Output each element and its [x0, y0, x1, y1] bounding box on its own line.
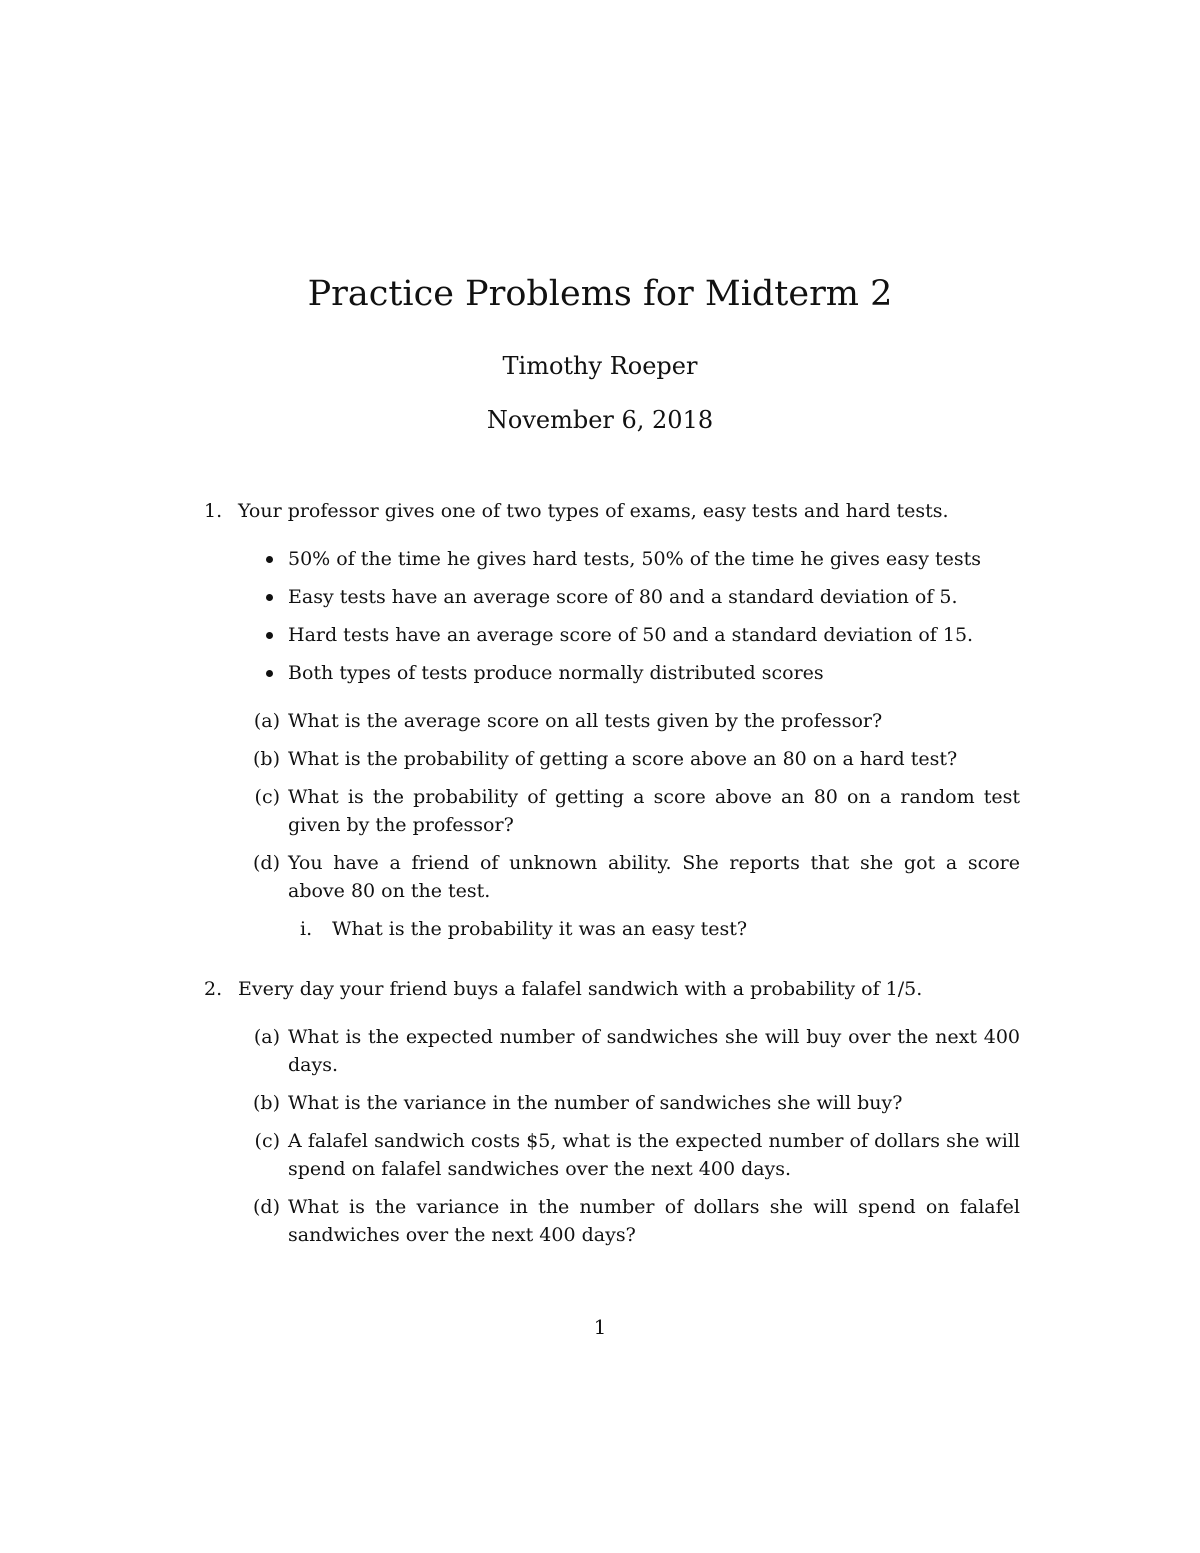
bullet-text: Hard tests have an average score of 50 and a standard deviation of 15.	[288, 624, 974, 646]
part-label: (c)	[254, 1130, 280, 1152]
bullet-item	[260, 545, 1034, 573]
problem-2	[204, 975, 1034, 1259]
bullet-dot-icon	[266, 632, 273, 639]
problem-1-text: Your professor gives one of two types of exams, easy tests and hard tests.	[238, 500, 949, 522]
document-date: November 6, 2018	[486, 406, 714, 434]
part-label: (b)	[253, 748, 280, 770]
subpart-label: i.	[300, 918, 313, 940]
problem-2-text: Every day your friend buys a falafel sandwich with a probability of 1/5.	[238, 978, 923, 1000]
problem-1-parts	[204, 707, 1034, 943]
problem-2-part-c	[204, 1127, 1034, 1183]
problem-2-part-d	[204, 1193, 1034, 1249]
part-label: (a)	[253, 710, 280, 732]
part-label: (a)	[253, 1026, 280, 1048]
problem-2-part-a	[204, 1023, 1034, 1079]
part-text: What is the probability of getting a score above an 80 on a hard test?	[288, 748, 958, 770]
part-text: What is the average score on all tests given by the professor?	[288, 710, 883, 732]
part-text: A falafel sandwich costs $5, what is the expected number of dollars she will spend on falafel sandwiches over the next 400 days.	[288, 1130, 1020, 1180]
bullet-dot-icon	[266, 594, 273, 601]
bullet-text: Both types of tests produce normally distributed scores	[288, 662, 824, 684]
problem-1	[204, 497, 1034, 943]
problem-2-statement	[204, 975, 1034, 1003]
bullet-dot-icon	[266, 670, 273, 677]
part-label: (d)	[253, 1196, 280, 1218]
bullet-dot-icon	[266, 556, 273, 563]
problem-1-statement	[204, 497, 1034, 525]
problem-1-part-b	[204, 745, 1034, 773]
bullet-item	[260, 621, 1034, 649]
document-title: Practice Problems for Midterm 2	[307, 274, 893, 314]
part-text: What is the expected number of sandwiches she will buy over the next 400 days.	[288, 1026, 1020, 1076]
problem-1-part-a	[204, 707, 1034, 735]
page-number: 1	[593, 1315, 607, 1339]
part-label: (d)	[253, 852, 280, 874]
bullet-text: Easy tests have an average score of 80 and a standard deviation of 5.	[288, 586, 958, 608]
problem-1-part-d	[204, 849, 1034, 905]
part-label: (b)	[253, 1092, 280, 1114]
problem-2-part-b	[204, 1089, 1034, 1117]
part-text: What is the variance in the number of sandwiches she will buy?	[288, 1092, 903, 1114]
part-text: What is the probability of getting a score above an 80 on a random test given by the professor?	[288, 786, 1020, 836]
problem-2-number: 2.	[204, 978, 223, 1000]
document-author: Timothy Roeper	[502, 352, 698, 380]
subpart-text: What is the probability it was an easy test?	[332, 918, 748, 940]
problem-1-part-c	[204, 783, 1034, 839]
problem-1-part-d-i	[204, 915, 1034, 943]
problem-2-parts	[204, 1023, 1034, 1249]
part-label: (c)	[254, 786, 280, 808]
part-text: You have a friend of unknown ability. She reports that she got a score above 80 on the test.	[288, 852, 1020, 902]
bullet-item	[260, 583, 1034, 611]
part-text: What is the variance in the number of dollars she will spend on falafel sandwiches over the next 400 days?	[288, 1196, 1020, 1246]
problem-1-number: 1.	[204, 500, 223, 522]
problem-1-bullet-list	[204, 545, 1034, 687]
bullet-item	[260, 659, 1034, 687]
bullet-text: 50% of the time he gives hard tests, 50% of the time he gives easy tests	[288, 548, 982, 570]
